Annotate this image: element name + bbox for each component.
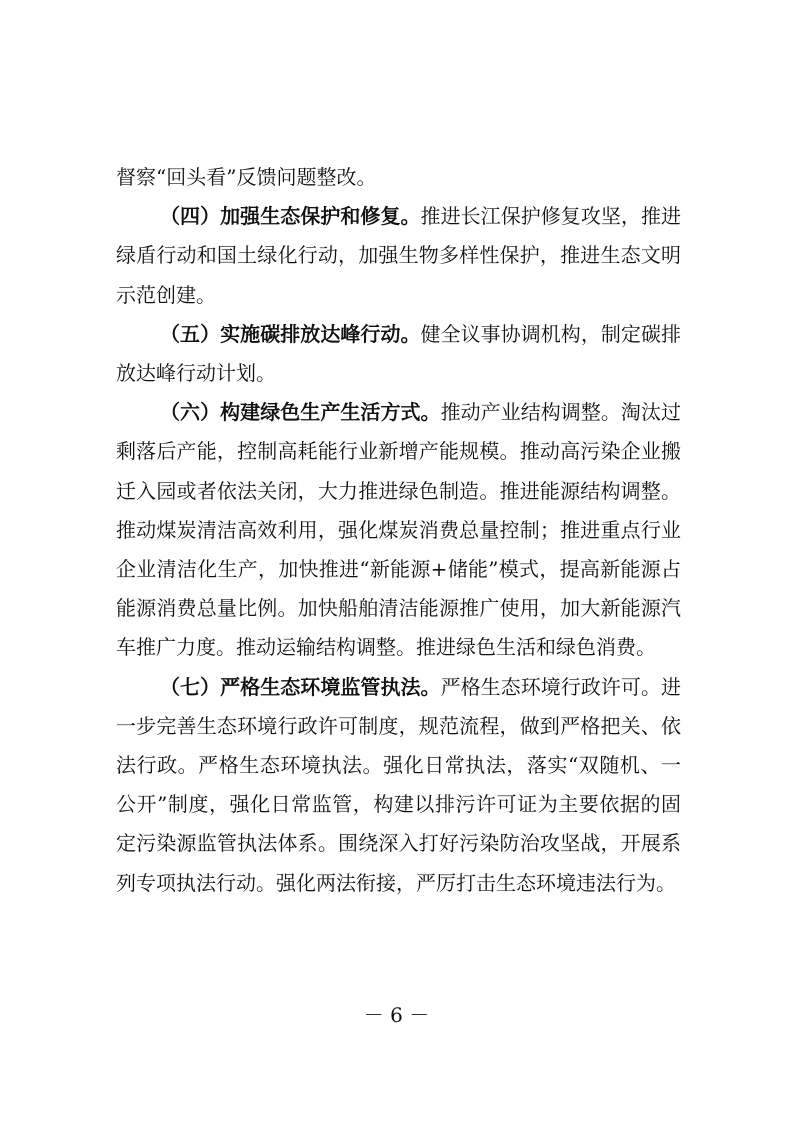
paragraph-text: 推动产业结构调整。淘汰过剩落后产能，控制高耗能行业新增产能规模。推动高污染企业搬迁入园或者依法关闭，大力推进绿色制造。推进能源结构调整。推动煤炭清洁高效利用，强化煤炭消费总量控制；推进重点行业企业清洁化生产，加快推进“新能源+储能”模式，提高新能源占能源消费总量比例。加快船舶清洁能源推广使用，加大新能源汽车推广力度。推动运输结构调整。推进绿色生活和绿色消费。	[116, 400, 682, 660]
section-heading: （七）严格生态环境监管执法。	[160, 674, 441, 699]
paragraph-text: 严格生态环境行政许可。进一步完善生态环境行政许可制度，规范流程，做到严格把关、依法行政。严格生态环境执法。强化日常执法，落实“双随机、一公开”制度，强化日常监管，构建以排污许可证为主要依据的固定污染源监管执法体系。围绕深入打好污染防治攻坚战，开展系列专项执法行动。强化两法衔接，严厉打击生态环境违法行为。	[116, 674, 682, 895]
paragraph-section-7	[116, 668, 681, 903]
paragraph-section-5	[116, 315, 681, 393]
paragraph-text: 督察“回头看”反馈问题整改。	[116, 165, 377, 189]
paragraph-text: 健全议事协调机构，制定碳排放达峰行动计划。	[116, 321, 682, 386]
document-body	[116, 158, 681, 903]
page-number: － 6 －	[363, 1003, 430, 1027]
paragraph-continuation	[116, 158, 681, 197]
paragraph-section-4	[116, 197, 681, 315]
paragraph-section-6	[116, 393, 681, 667]
section-heading: （六）构建绿色生产生活方式。	[160, 400, 441, 425]
section-heading: （四）加强生态保护和修复。	[160, 204, 421, 229]
section-heading: （五）实施碳排放达峰行动。	[160, 321, 421, 346]
paragraph-text: 推进长江保护修复攻坚，推进绿盾行动和国土绿化行动，加强生物多样性保护，推进生态文明示范创建。	[116, 204, 682, 307]
